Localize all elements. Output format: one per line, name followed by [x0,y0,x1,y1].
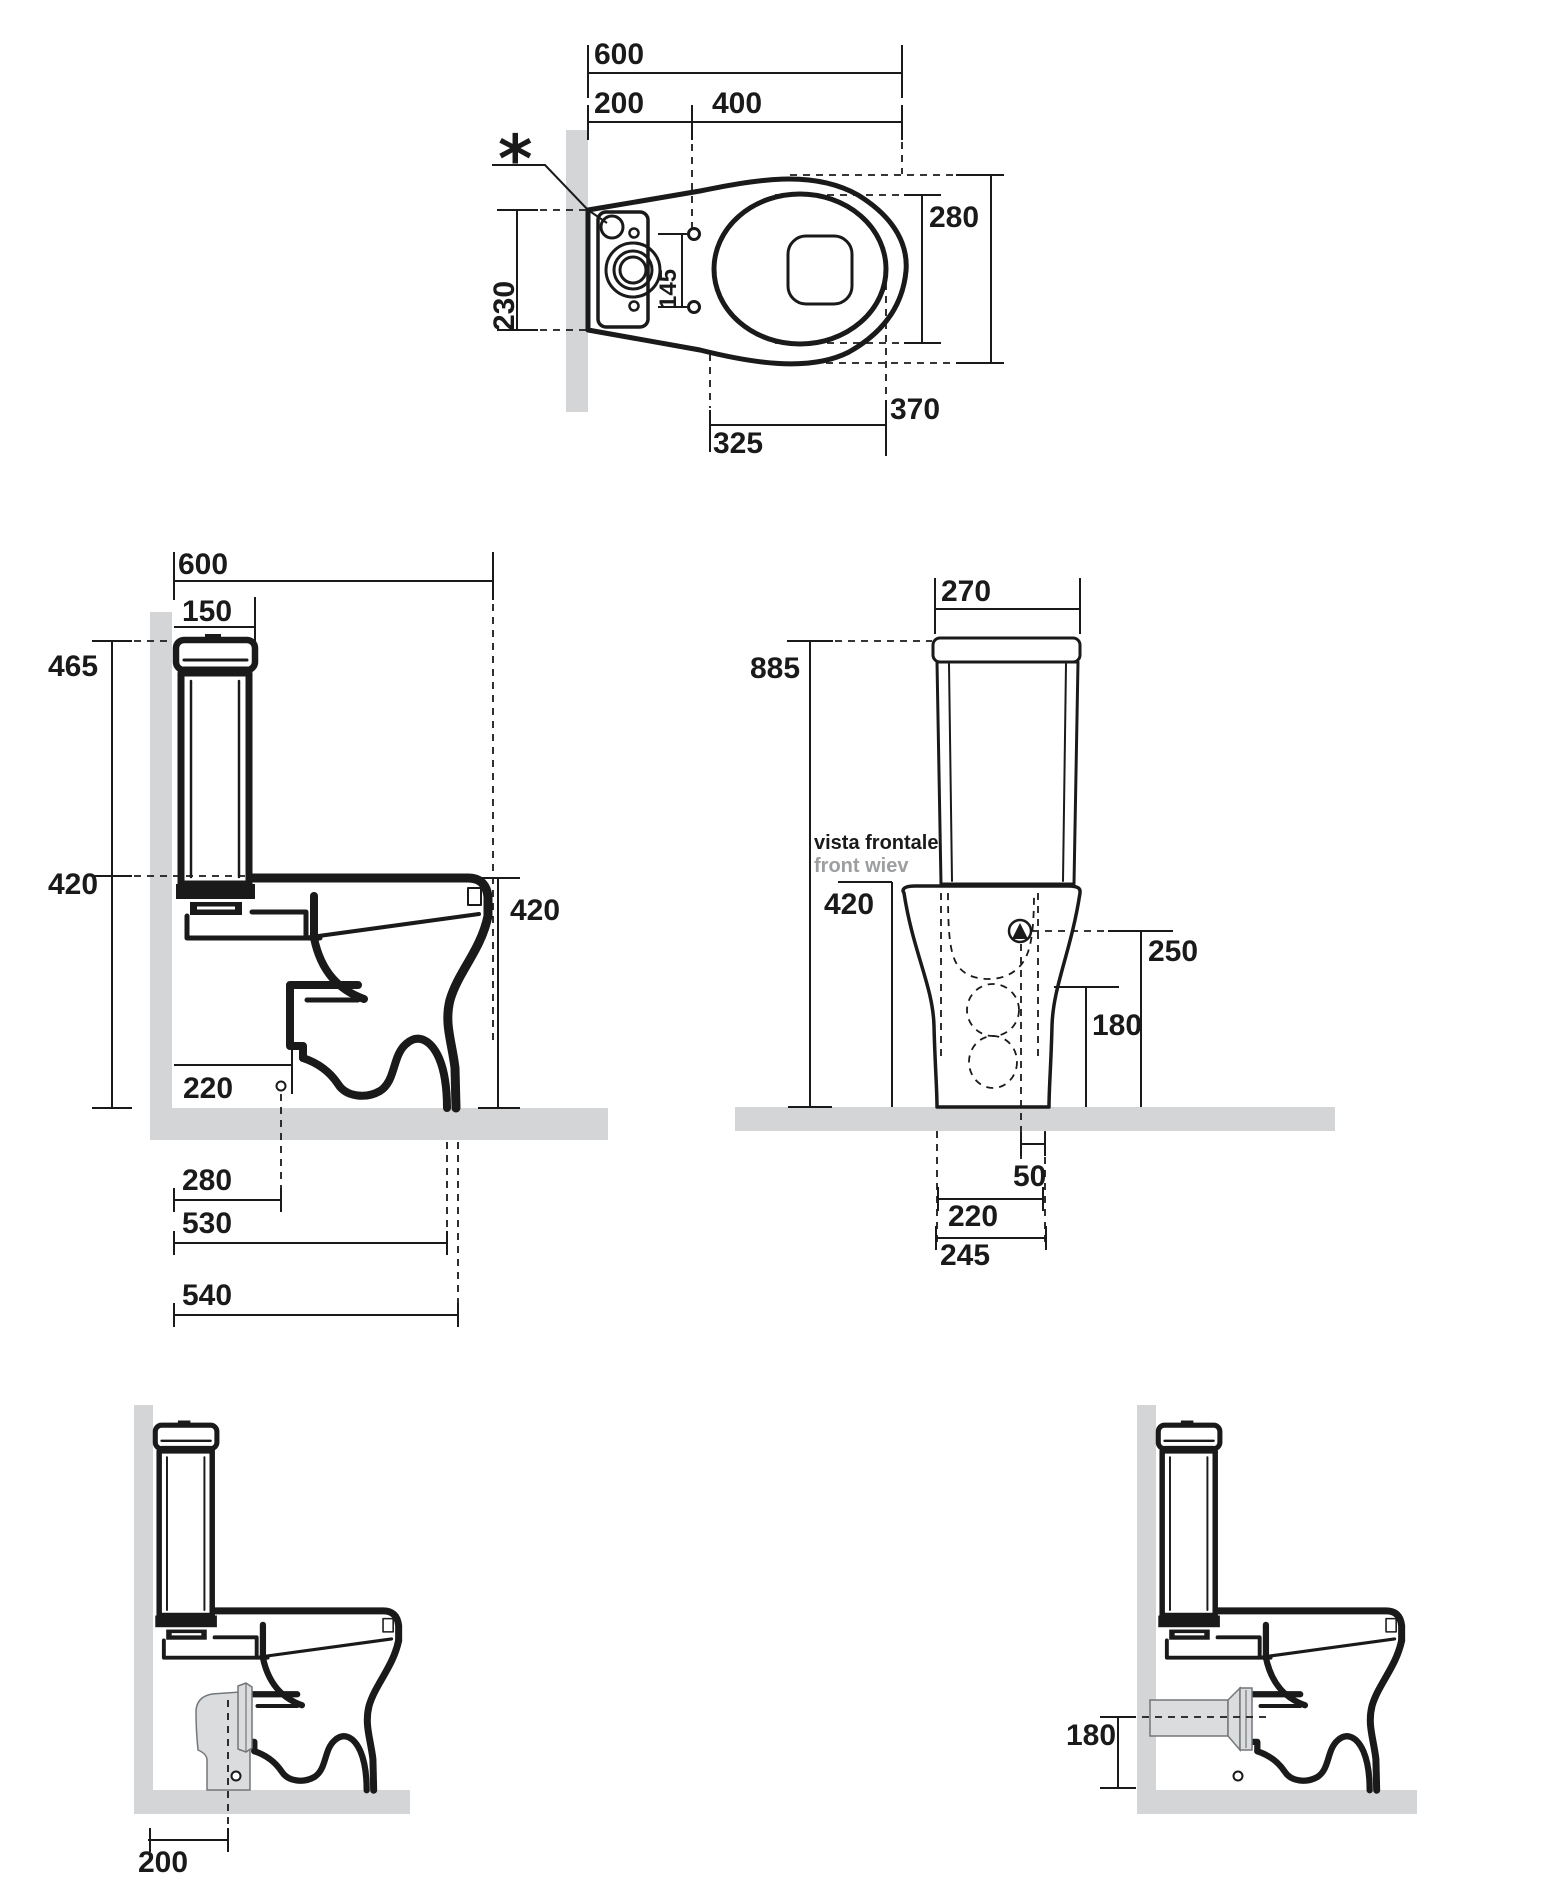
front-view-label-en: front wiev [814,855,909,877]
side-dim-150-label: 150 [182,595,233,628]
floor-slab [150,1108,608,1140]
side-dim-530-label: 530 [182,1207,233,1240]
wall-drain-pipe [1150,1700,1228,1736]
front-dim-250-label: 250 [1148,935,1199,968]
adapter-flange [238,1683,252,1752]
top-dim-400-label: 400 [712,87,763,120]
front-dim-220-label: 220 [948,1200,999,1233]
front-dim-50-line [1021,1132,1045,1156]
bl-dim-200-label: 200 [138,1846,189,1879]
wall-section [150,612,172,1108]
front-view [735,575,1335,1272]
toilet-side-view [176,634,488,1108]
top-dim-370-label: 370 [890,393,941,426]
front-dim-180-line [1054,987,1119,1107]
side-dim-600-label: 600 [178,548,229,581]
side-dim-420-right-label: 420 [510,894,561,927]
side-dim-220-label: 220 [183,1072,234,1105]
floor-drain-marker [277,1082,286,1091]
front-dim-245-label: 245 [940,1239,991,1272]
fixing-hole-marker [232,1772,241,1781]
fixing-hole-marker [1234,1772,1243,1781]
top-dim-230-label: 230 [488,280,521,331]
cistern-front [937,662,1078,884]
bowl-front [903,886,1080,1107]
front-view-label-it: vista frontale [814,832,939,854]
wall-section [566,130,588,412]
top-view [488,38,1004,460]
top-dim-325-label: 325 [713,427,764,460]
front-dim-885-label: 885 [750,652,801,685]
br-dim-180-label: 180 [1066,1719,1117,1752]
front-dim-180-label: 180 [1092,1009,1143,1042]
front-dim-50-label: 50 [1013,1160,1047,1193]
toilet-side-view-small [155,1421,398,1791]
top-dim-280-label: 280 [929,201,980,234]
side-dim-280-label: 280 [182,1164,233,1197]
side-dim-540-label: 540 [182,1279,233,1312]
side-dim-465-label: 465 [48,650,99,683]
bottom-right-view [1066,1405,1417,1814]
floor-slab [735,1107,1335,1131]
floor-slab [1137,1790,1417,1814]
asterisk-marker: * [498,121,533,198]
top-dim-600-label: 600 [594,38,645,71]
cistern-lid-front [933,638,1080,662]
front-dim-270-label: 270 [941,575,992,608]
pipe-cone [1228,1688,1240,1750]
bottom-left-view [134,1405,410,1879]
floor-slab [134,1790,410,1814]
top-dim-200-label: 200 [594,87,645,120]
side-view [48,548,608,1327]
top-dim-145-label: 145 [655,268,682,309]
wall-section [134,1405,153,1790]
water-surface [788,236,852,304]
side-dim-420-left-label: 420 [48,868,99,901]
front-dim-420-label: 420 [824,888,875,921]
